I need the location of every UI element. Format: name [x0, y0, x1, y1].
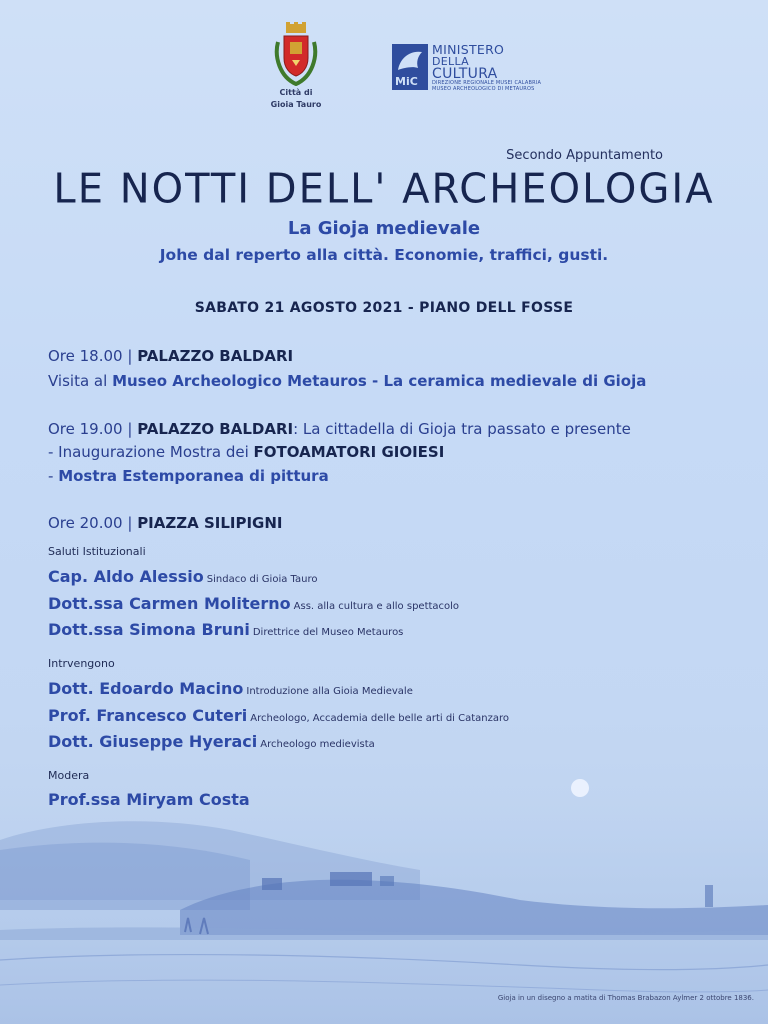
- speaker-person: [48, 732, 375, 751]
- person-name: Dott.ssa Simona Bruni: [48, 620, 250, 639]
- event-1-time: Ore 18.00 |: [48, 347, 138, 365]
- event-date: SABATO 21 AGOSTO 2021 - PIANO DELL FOSSE: [194, 300, 574, 316]
- event-1-heading: [48, 347, 293, 365]
- person-name: Dott. Edoardo Macino: [48, 679, 244, 698]
- image-credit: Gioja in un disegno a matita di Thomas Brabazon Aylmer 2 ottobre 1836.: [497, 994, 754, 1002]
- mic-badge: MiC: [395, 75, 418, 88]
- person-role: Archeologo, Accademia delle belle arti di Catanzaro: [250, 713, 510, 724]
- mic-sub1: DIREZIONE REGIONALE MUSEI CALABRIA: [432, 80, 542, 86]
- city-logo-caption-1: Città di: [279, 88, 313, 97]
- moderator-name: Prof.ssa Miryam Costa: [48, 790, 250, 809]
- kicker: Secondo Appuntamento: [506, 148, 663, 163]
- person-role: Ass. alla cultura e allo spettacolo: [293, 601, 460, 612]
- event-1-place: PALAZZO BALDARI: [137, 347, 294, 365]
- greeting-person: [48, 620, 403, 639]
- event-1-desc-pre: Visita al: [48, 372, 113, 390]
- person-role: Direttrice del Museo Metauros: [252, 627, 404, 638]
- event-1-description: [48, 372, 646, 390]
- event-2-heading: [48, 420, 631, 438]
- event-2-rest: : La cittadella di Gioja tra passato e presente: [293, 420, 631, 438]
- subtitle-1: La Gioja medievale: [287, 218, 481, 239]
- event-3-time: Ore 20.00 |: [48, 514, 138, 532]
- speaker-person: [48, 706, 509, 725]
- greetings-label: Saluti Istituzionali: [48, 545, 146, 558]
- mic-sub2: MUSEO ARCHEOLOGICO DI METAUROS: [432, 86, 535, 92]
- event-2-item-2-pre: -: [48, 467, 59, 485]
- subtitle-2: Johe dal reperto alla città. Economie, traffici, gusti.: [159, 246, 609, 264]
- person-role: Sindaco di Gioia Tauro: [206, 574, 318, 585]
- speakers-label: Intrvengono: [48, 657, 115, 670]
- speaker-person: [48, 679, 413, 698]
- event-2-item-2: [48, 467, 329, 485]
- moderator-person: [48, 790, 250, 809]
- person-name: Cap. Aldo Alessio: [48, 567, 204, 586]
- event-2-item-1-pre: - Inaugurazione Mostra dei: [48, 443, 254, 461]
- city-logo: [268, 22, 324, 110]
- greeting-person: [48, 567, 317, 586]
- person-name: Prof. Francesco Cuteri: [48, 706, 248, 725]
- coat-of-arms-icon: [272, 22, 320, 86]
- mic-line1: MINISTERO: [432, 42, 505, 57]
- person-role: Introduzione alla Gioia Medievale: [246, 686, 413, 697]
- ministry-logo: [392, 44, 541, 92]
- event-1-desc-bold: Museo Archeologico Metauros - La ceramica medievale di Gioja: [112, 372, 647, 390]
- event-2-time: Ore 19.00 |: [48, 420, 138, 438]
- greeting-person: [48, 594, 459, 613]
- city-logo-caption-2: Gioia Tauro: [270, 100, 322, 109]
- event-2-item-1: [48, 443, 444, 461]
- event-3-heading: [48, 514, 283, 532]
- event-2-item-1-bold: FOTOAMATORI GIOIESI: [253, 443, 445, 461]
- moderator-label: Modera: [48, 769, 90, 782]
- ministry-emblem-icon: [392, 44, 428, 90]
- page-title: LE NOTTI DELL' ARCHEOLOGIA: [53, 165, 715, 213]
- event-3-place: PIAZZA SILIPIGNI: [137, 514, 283, 532]
- mic-line2: DELLA: [432, 55, 469, 68]
- event-2-item-2-bold: Mostra Estemporanea di pittura: [58, 467, 329, 485]
- person-name: Dott. Giuseppe Hyeraci: [48, 732, 258, 751]
- event-2-place: PALAZZO BALDARI: [137, 420, 294, 438]
- person-role: Archeologo medievista: [260, 739, 375, 750]
- person-name: Dott.ssa Carmen Moliterno: [48, 594, 291, 613]
- mic-line3: CULTURA: [432, 66, 498, 82]
